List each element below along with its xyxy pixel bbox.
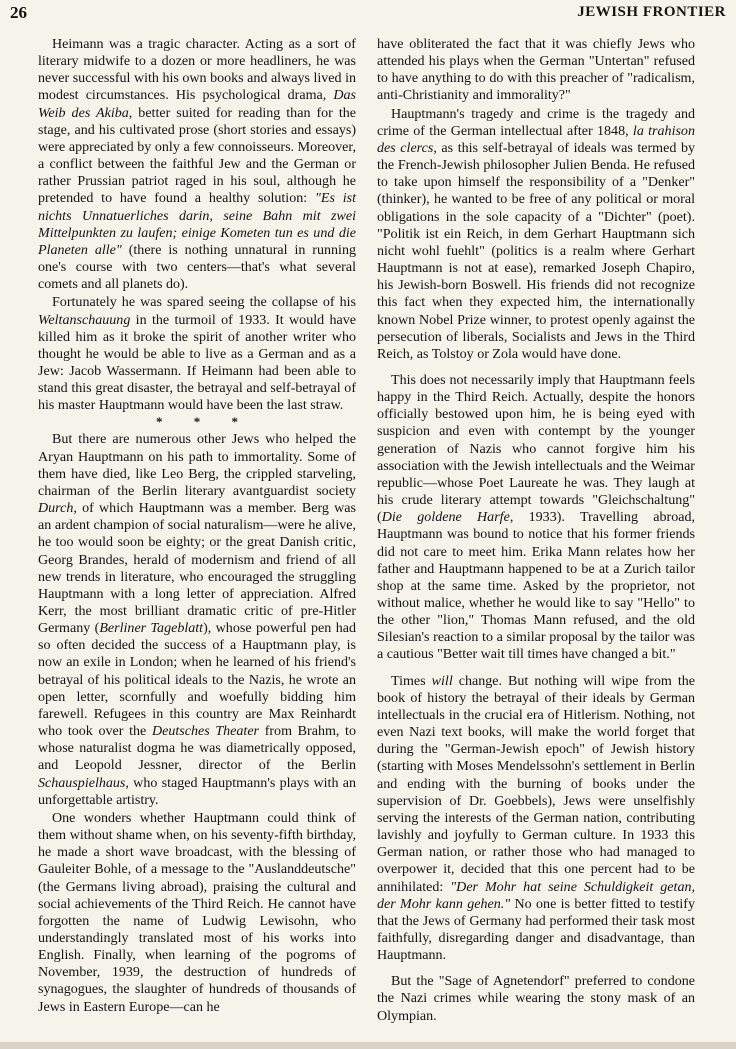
section-separator: * * * bbox=[156, 414, 252, 430]
right-column bbox=[377, 36, 695, 1025]
running-head: JEWISH FRONTIER bbox=[577, 4, 726, 20]
page-bottom-edge bbox=[0, 1042, 736, 1049]
paragraph: This does not necessarily imply that Hauptmann feels happy in the Third Reich. Actually, despite the honors officially bestowed upon him, he is being eyed with suspicion and even with contempt by the younger generation of Nazis who cannot forgive him his association with the Jewish intellectuals and the Weimar republic—whose Poet Laureate he was. They laugh at his crude literary attempt towards "Gleichschaltung" (Die goldene Harfe, 1933). Travelling abroad, Hauptmann was bound to notice that his former friends did not care to meet him. Erika Mann relates how her father and Hauptmann happened to be at a Zurich tailor shop at the same time. Asked by the proprietor, not without malice, whether he would like to say "Hello" to the other "lion," Thomas Mann refused, and the old Silesian's reaction to a similar proposal by the tailor was a cautious "Better wait till times have changed a bit." bbox=[377, 371, 695, 663]
paragraph: Hauptmann's tragedy and crime is the tragedy and crime of the German intellectual after 1848, la trahison des clercs, as this self-betrayal of ideals was termed by the French-Jewish philosopher Julien Benda. He refused to take upon himself the responsibility of a "Denker" (thinker), he wanted to be free of any political or moral obligations in the sole capacity of a "Dichter" (poet). "Politik ist ein Reich, in dem Gerhart Hauptmann sich nicht wohl fuehlt" (politics is a realm where Gerhart Hauptmann is not at ease), remarked Joseph Chapiro, his Jewish-born Boswell. His friends did not recognize this fact when they expected him, the internationally known Nobel Prize winner, to protest openly against the persecution of liberals, Socialists and Jews in the Third Reich, as Tolstoy or Zola would have done. bbox=[377, 105, 695, 362]
page-number: 26 bbox=[10, 3, 27, 22]
paragraph: Heimann was a tragic character. Acting as a sort of literary midwife to a dozen or more headliners, he was never successful with his own books and always lived in modest circumstances. His psychological drama, Das Weib des Akiba, better suited for reading than for the stage, and his cultivated prose (short stories and essays) were appreciated by only a few connoisseurs. Moreover, a conflict between the faithful Jew and the German or rather Prussian patriot raged in his soul, although he pretended to have found a healthy solution: "Es ist nichts Unnatuerliches darin, seine Bahn mit zwei Mittelpunkten zu laufen; einige Kometen tun es und die Planeten alle" (there is nothing unnatural in running one's course with two centers—that's what several comets and all planets do). bbox=[38, 36, 356, 293]
left-column bbox=[38, 36, 356, 1016]
paragraph: Fortunately he was spared seeing the collapse of his Weltanschauung in the turmoil of 1933. It would have killed him as it broke the spirit of another writer who thought he would be able to live as a German and as a Jew: Jacob Wassermann. If Heimann had been able to stand this great disaster, the betrayal and self-betrayal of his master Hauptmann would have been the last straw. bbox=[38, 294, 356, 414]
paragraph: But there are numerous other Jews who helped the Aryan Hauptmann on his path to immortality. Some of them have died, like Leo Berg, the crippled starveling, chairman of the Berlin literary avantguardist society Durch, of which Hauptmann was a member. Berg was an ardent champion of social naturalism—were he alive, he too would soon be eighty; or the great Danish critic, Georg Brandes, herald of modernism and friend of all new trends in literature, who encouraged the struggling Hauptmann with a long letter of appreciation. Alfred Kerr, the most brilliant dramatic critic of pre-Hitler Germany (Berliner Tageblatt), whose powerful pen had so often decided the success of a Hauptmann play, is now an exile in London; when he learned of his friend's betrayal of his political ideals to the Nazis, he wrote an open letter, scornfully and woefully bidding him farewell. Refugees in this country are Max Reinhardt who took over the Deutsches Theater from Brahm, to whose naturalist dogma he was diametrically opposed, and Leopold Jessner, director of the Berlin Schauspielhaus, who staged Hauptmann's plays with an unforgettable artistry. bbox=[38, 431, 356, 808]
page-header bbox=[10, 3, 726, 25]
paragraph: Times will change. But nothing will wipe from the book of history the betrayal of their ideals by German intellectuals in the crucial era of Hitlerism. Nothing, not even Nazi text books, will make the world forget that during the "German-Jewish epoch" of Jewish history (starting with Moses Mendelssohn's settlement in Berlin and ending with the burning of books under the supervision of Dr. Goebbels), Jews were unselfishly serving the interests of the German nation, contributing lavishly and joyfully to German culture. In 1933 this German nation, or rather those who had managed to overpower it, decided that this one percent had to be annihilated: "Der Mohr hat seine Schuldigkeit getan, der Mohr kann gehen." No one is better fitted to testify that the Jews of Germany had performed their task most faithfully, disregarding danger and disadvantage, than Hauptmann. bbox=[377, 672, 696, 964]
paragraph: have obliterated the fact that it was chiefly Jews who attended his plays when the German "Untertan" refused to have anything to do with this preacher of "radicalism, anti-Christianity and immorality?" bbox=[377, 36, 695, 104]
paragraph: But the "Sage of Agnetendorf" preferred to condone the Nazi crimes while wearing the stony mask of an Olympian. bbox=[377, 973, 695, 1024]
paragraph: One wonders whether Hauptmann could think of them without shame when, on his seventy-fifth birthday, he made a short wave broadcast, with the blessing of Gauleiter Bohle, of a message to the "Auslanddeutsche" (the Germans living abroad), praising the cultural and social achievements of the Third Reich. He cannot have forgotten the name of Ludwig Lewisohn, who understandingly translated most of his works into English. Finally, when learning of the pogroms of November, 1939, the destruction of hundreds of synagogues, the slaughter of hundreds of thousands of Jews in Eastern Europe—can he bbox=[38, 809, 356, 1015]
